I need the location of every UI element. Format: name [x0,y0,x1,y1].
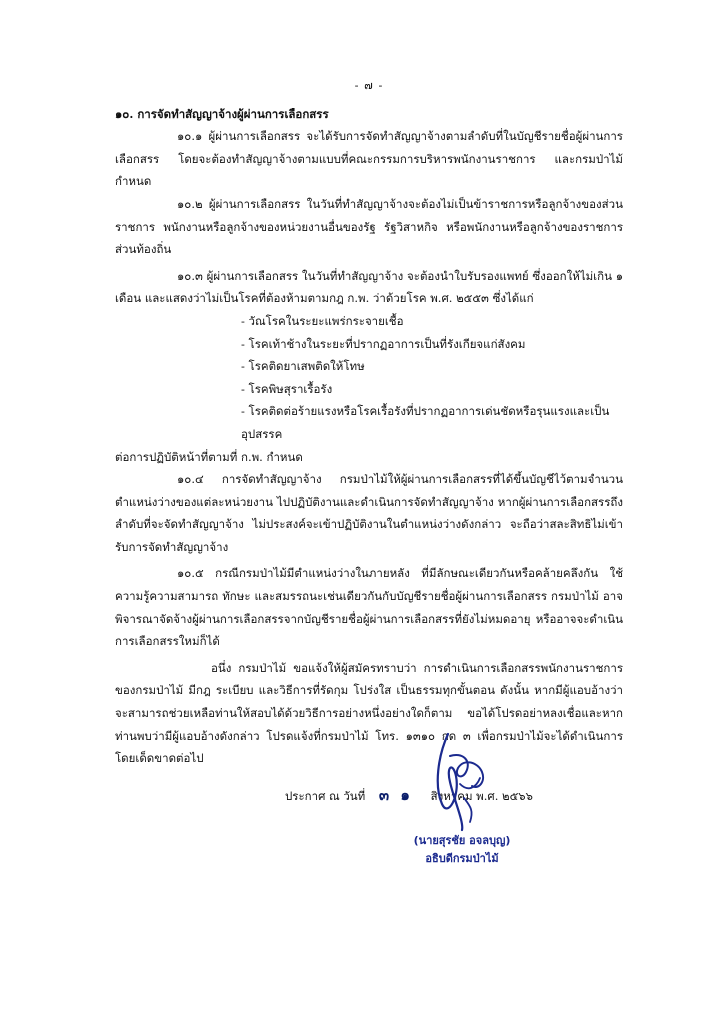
announcement-prefix: ประกาศ ณ วันที่ [285,788,366,803]
list-item: - โรคติดยาเสพติดให้โทษ [241,359,365,374]
list-item: - โรคติดต่อร้ายแรงหรือโรคเรื้อรังที่ปรากฏอาการเด่นชัดหรือรุนแรงและเป็นอุปสรรค [241,404,610,441]
list-item: - วัณโรคในระยะแพร่กระจายเชื้อ [241,313,404,328]
paragraph-10-3-continuation: ต่อการปฏิบัติหน้าที่ตามที่ ก.พ. กำหนด [115,449,303,464]
paragraph-10-2: ๑๐.๒ ผู้ผ่านการเลือกสรร ในวันที่ทำสัญญาจ้างจะต้องไม่เป็นข้าราชการหรือลูกจ้างของส่วนราชการ พนักงานหรือลูกจ้างของหน่วยงานอื่นของรัฐ รัฐวิสาหกิจ หรือพนักงานหรือลูกจ้างของราชการส่วนท้องถิ่น [115,196,623,257]
signer-block [372,832,552,868]
list-item: - โรคพิษสุราเรื้อรัง [241,381,333,396]
announcement-day: ๓ ๑ [378,785,413,804]
disease-list [115,310,623,446]
signature-image [420,726,500,836]
notice-paragraph: อนึ่ง กรมป่าไม้ ขอแจ้งให้ผู้สมัครทราบว่า การดำเนินการเลือกสรรพนักงานราชการของกรมป่าไม้ มีกฎ ระเบียบ และวิธีการที่รัดกุม โปร่งใส เป็นธรรมทุกขั้นตอน ดังนั้น หากมีผู้แอบอ้างว่าจะสามารถช่วยเหลือท่านให้สอบได้ด้วยวิธีการอย่างหนึ่งอย่างใดก็ตาม ขอได้โปรดอย่าหลงเชื่อและหากท่านพบว่ามีผู้แอบอ้างดังกล่าว โปรดแจ้งที่กรมป่าไม้ โทร. ๑๓๑๐ กด ๓ เพื่อกรมป่าไม้จะได้ดำเนินการโดยเด็ดขาดต่อไป [115,660,623,766]
announcement-month-year: สิงหาคม พ.ศ. ๒๕๖๖ [430,788,533,803]
paragraph-10-1: ๑๐.๑ ผู้ผ่านการเลือกสรร จะได้รับการจัดทำสัญญาจ้างตามลำดับที่ในบัญชีรายชื่อผู้ผ่านการเลือกสรร โดยจะต้องทำสัญญาจ้างตามแบบที่คณะกรรมการบริหารพนักงานราชการ และกรมป่าไม้กำหนด [115,129,623,189]
list-item: - โรคเท้าช้างในระยะที่ปรากฏอาการเป็นที่รังเกียจแก่สังคม [241,336,526,351]
paragraph-10-3: ๑๐.๓ ผู้ผ่านการเลือกสรร ในวันที่ทำสัญญาจ้าง จะต้องนำใบรับรองแพทย์ ซึ่งออกให้ไม่เกิน ๑ เดือน และแสดงว่าไม่เป็นโรคที่ต้องห้ามตามกฎ ก.พ. ว่าด้วยโรค พ.ศ. ๒๕๕๓ ซึ่งได้แก่ [115,268,623,306]
paragraph-10-4: ๑๐.๔ การจัดทำสัญญาจ้าง กรมป่าไม้ให้ผู้ผ่านการเลือกสรรที่ได้ขึ้นบัญชีไว้ตามจำนวนตำแหน่งว่างของแต่ละหน่วยงาน ไปปฏิบัติงานและดำเนินการจัดทำสัญญาจ้าง หากผู้ผ่านการเลือกสรรถึงลำดับที่จะจัดทำสัญญาจ้าง ไม่ประสงค์จะเข้าปฏิบัติงานในตำแหน่งว่างดังกล่าว จะถือว่าสละสิทธิไม่เข้ารับการจัดทำสัญญาจ้าง [115,472,623,554]
signer-name: (นายสุรชัย อจลบุญ) [413,834,511,847]
page-number: - ๗ - [354,78,384,92]
signer-title: อธิบดีกรมป่าไม้ [425,852,499,865]
section-title: ๑๐. การจัดทำสัญญาจ้างผู้ผ่านการเลือกสรร [115,106,329,121]
paragraph-10-5: ๑๐.๕ กรณีกรมป่าไม้มีตำแหน่งว่างในภายหลัง ที่มีลักษณะเดียวกันหรือคล้ายคลึงกัน ใช้ความรู้ความสามารถ ทักษะ และสมรรถนะเช่นเดียวกันกับบัญชีรายชื่อผู้ผ่านการเลือกสรร กรมป่าไม้ อาจพิจารณาจัดจ้างผู้ผ่านการเลือกสรรจากบัญชีรายชื่อผู้ผ่านการเลือกสรรที่ยังไม่หมดอายุ หรืออาจจะดำเนินการเลือกสรรใหม่ก็ได้ [115,566,623,649]
